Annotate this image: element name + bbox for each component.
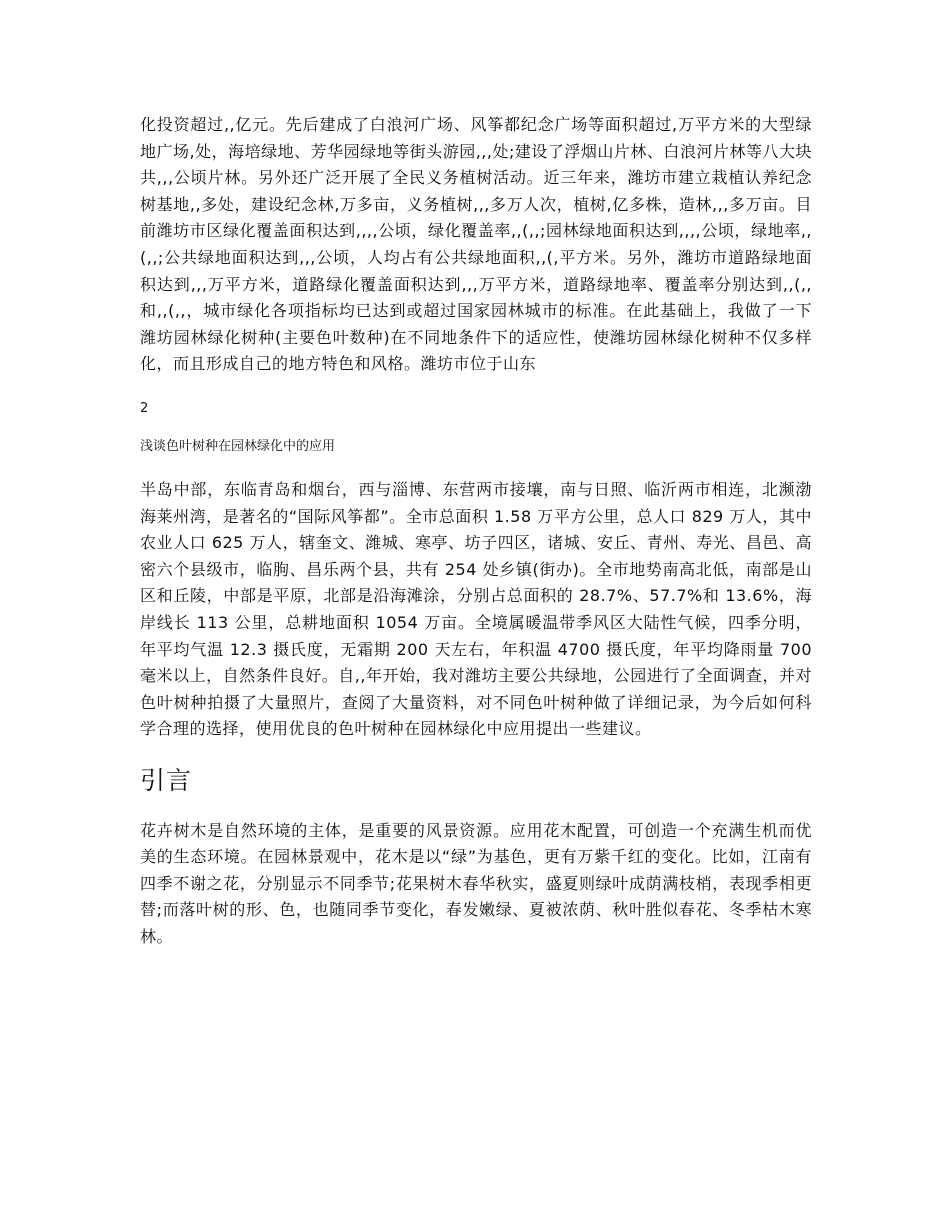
body-paragraph-introduction: 花卉树木是自然环境的主体，是重要的风景资源。应用花木配置，可创造一个充满生机而优美的生态环境。在园林景观中，花木是以“绿”为基色，更有万紫千红的变化。比如，江南有四季不谢之花，分别显示不同季节;花果树木春华秋实，盛夏则绿叶成荫满枝梢，表现季相更替;而落叶树的形、色，也随同季节变化，春发嫩绿、夏被浓荫、秋叶胜似春花、冬季枯木寒林。 [140, 820, 812, 946]
page-number: 2 [140, 400, 149, 416]
body-paragraph-geography: 半岛中部，东临青岛和烟台，西与淄博、东营两市接壤，南与日照、临沂两市相连，北濒渤海莱州湾，是著名的“国际风筝都”。全市总面积 1.58 万平方公里，总人口 829 万人，其中农业人口 625 万人，辖奎文、潍城、寒亭、坊子四区，诸城、安丘、青州、寿光、昌邑、高密六个县级市，临朐、昌乐两个县，共有 254 处乡镇(街办)。全市地势南高北低，南部是山区和丘陵，中部是平原，北部是沿海滩涂，分别占总面积的 28.7%、57.7%和 13.6%，海岸线长 113 公里，总耕地面积 1054 万亩。全境属暖温带季风区大陆性气候，四季分明，年平均气温 12.3 摄氏度，无霜期 200 天左右，年积温 4700 摄氏度，年平均降雨量 700 毫米以上，自然条件良好。自,,年开始，我对潍坊主要公共绿地，公园进行了全面调查，并对色叶树种拍摄了大量照片，查阅了大量资料，对不同色叶树种做了详细记录，为今后如何科学合理的选择，使用优良的色叶树种在园林绿化中应用提出一些建议。 [140, 479, 812, 739]
running-title: 浅谈色叶树种在园林绿化中的应用 [140, 438, 336, 454]
document-page [140, 112, 812, 951]
section-heading-introduction: 引言 [140, 765, 193, 795]
body-paragraph-intro-continued: 化投资超过,,亿元。先后建成了白浪河广场、风筝都纪念广场等面积超过,万平方米的大型绿地广场,处，海培绿地、芳华园绿地等街头游园,,,处;建设了浮烟山片林、白浪河片林等八大块共,,,公顷片林。另外还广泛开展了全民义务植树活动。近三年来，潍坊市建立栽植认养纪念树基地,,多处，建设纪念林,万多亩，义务植树,,,多万人次，植树,亿多株，造林,,,多万亩。目前潍坊市区绿化覆盖面积达到,,,,公顷，绿化覆盖率,,(,,;园林绿地面积达到,,,,公顷，绿地率,,(,,;公共绿地面积达到,,,公顷，人均占有公共绿地面积,,(,平方米。另外，潍坊市道路绿地面积达到,,,万平方米，道路绿化覆盖面积达到,,,万平方米，道路绿地率、覆盖率分别达到,,(,,和,,(,,，城市绿化各项指标均已达到或超过国家园林城市的标准。在此基础上，我做了一下潍坊园林绿化树种(主要色叶数种)在不同地条件下的适应性，使潍坊园林绿化树种不仅多样化，而且形成自己的地方特色和风格。潍坊市位于山东 [140, 115, 812, 374]
